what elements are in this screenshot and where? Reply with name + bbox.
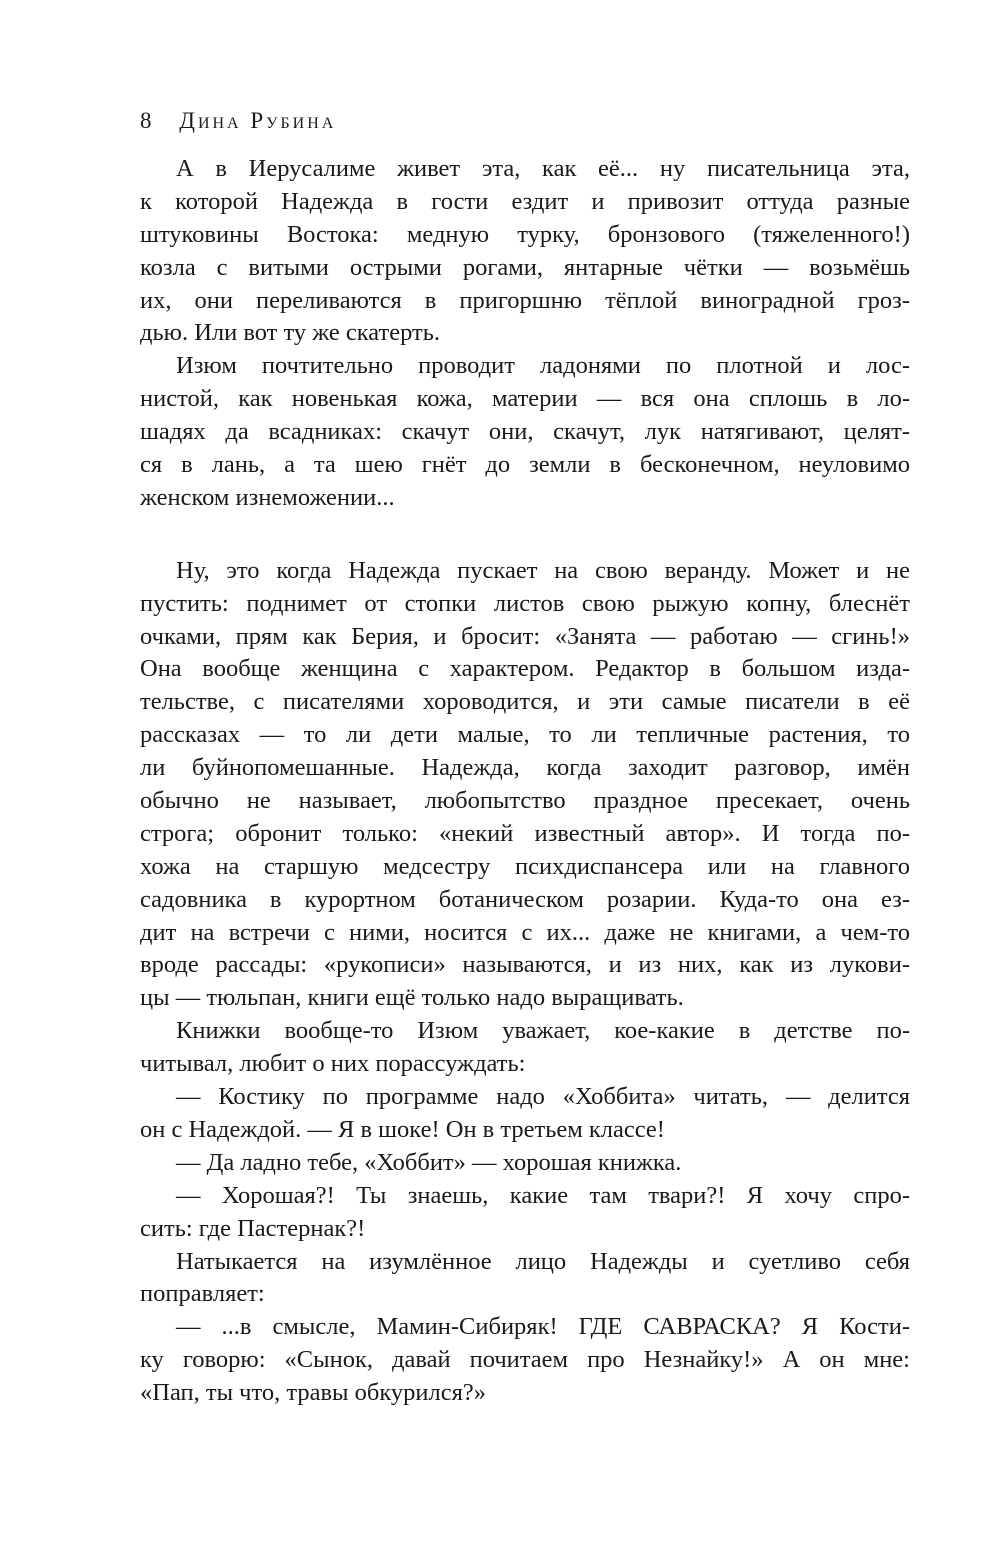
text-line: поправляет: [140, 1280, 265, 1308]
text-line: — Да ладно тебе, «Хоббит» — хорошая книжка. [176, 1148, 682, 1176]
text-line: садовника в курортном ботаническом розарии. Куда-то она ез- [140, 885, 910, 913]
text-line: цы — тюльпан, книги ещё только надо выращивать. [140, 984, 684, 1012]
paragraph [140, 555, 910, 1015]
text-line: ку говорю: «Сынок, давай почитаем про Незнайку!» А он мне: [140, 1346, 910, 1374]
text-line: шадях да всадниках: скачут они, скачут, лук натягивают, целят- [140, 418, 910, 446]
author-name: Дина Рубина [179, 108, 337, 133]
paragraph [140, 1015, 910, 1081]
text-line: Она вообще женщина с характером. Редактор в большом изда- [140, 655, 910, 683]
text-line: строга; обронит только: «некий известный автор». И тогда по- [140, 819, 910, 847]
text-line: дит на встречи с ними, носится с их... даже не книгами, а чем-то [140, 918, 910, 946]
body-text [140, 153, 910, 1410]
paragraph [140, 1147, 910, 1180]
text-line: Книжки вообще-то Изюм уважает, кое-какие в детстве по- [176, 1017, 910, 1045]
text-line: Натыкается на изумлённое лицо Надежды и суетливо себя [176, 1247, 910, 1275]
text-line: читывал, любит о них порассуждать: [140, 1050, 526, 1078]
text-line: вроде рассады: «рукописи» называются, и из них, как из лукови- [140, 951, 910, 979]
text-line: — Костику по программе надо «Хоббита» читать, — делится [176, 1083, 910, 1111]
text-line: Изюм почтительно проводит ладонями по плотной и лос- [176, 352, 910, 380]
text-line: рассказах — то ли дети малые, то ли тепличные растения, то [140, 721, 910, 749]
text-line: очками, прям как Берия, и бросит: «Занята — работаю — сгинь!» [140, 622, 910, 650]
text-line: нистой, как новенькая кожа, материи — вся она сплошь в ло- [140, 385, 910, 413]
text-line: — ...в смысле, Мамин-Сибиряк! ГДЕ САВРАСКА? Я Кости- [176, 1313, 910, 1341]
page-number: 8 [140, 108, 152, 133]
text-line: женском изнеможении... [140, 483, 395, 511]
paragraph [140, 1246, 910, 1312]
paragraph [140, 153, 910, 350]
text-line: обычно не называет, любопытство праздное пресекает, очень [140, 787, 910, 815]
running-header [140, 108, 336, 134]
text-line: ся в лань, а та шею гнёт до земли в бесконечном, неуловимо [140, 451, 910, 479]
text-line: козла с витыми острыми рогами, янтарные чётки — возьмёшь [140, 253, 910, 281]
paragraph [140, 1311, 910, 1410]
text-line: ли буйнопомешанные. Надежда, когда заходит разговор, имён [140, 754, 910, 782]
text-line: он с Надеждой. — Я в шоке! Он в третьем классе! [140, 1115, 665, 1143]
text-line: «Пап, ты что, травы обкурился?» [140, 1379, 487, 1407]
text-line: пустить: поднимет от стопки листов свою рыжую копну, блеснёт [140, 589, 910, 617]
text-line: тельстве, с писателями хороводится, и эти самые писатели в её [140, 688, 910, 716]
text-line: дью. Или вот ту же скатерть. [140, 319, 441, 347]
text-line: сить: где Пастернак?! [140, 1214, 366, 1242]
text-line: — Хорошая?! Ты знаешь, какие там твари?! Я хочу спро- [176, 1181, 910, 1209]
text-line: штуковины Востока: медную турку, бронзового (тяжеленного!) [140, 220, 910, 248]
text-line: их, они переливаются в пригоршню тёплой виноградной гроз- [140, 286, 910, 314]
text-line: хожа на старшую медсестру психдиспансера или на главного [140, 852, 910, 880]
paragraph [140, 350, 910, 514]
paragraph [140, 1081, 910, 1147]
text-line: Ну, это когда Надежда пускает на свою веранду. Может и не [176, 556, 910, 584]
text-line: А в Иерусалиме живет эта, как её... ну писательница эта, [176, 155, 910, 182]
section-break [140, 515, 910, 555]
text-line: к которой Надежда в гости ездит и привозит оттуда разные [140, 187, 910, 215]
paragraph [140, 1180, 910, 1246]
